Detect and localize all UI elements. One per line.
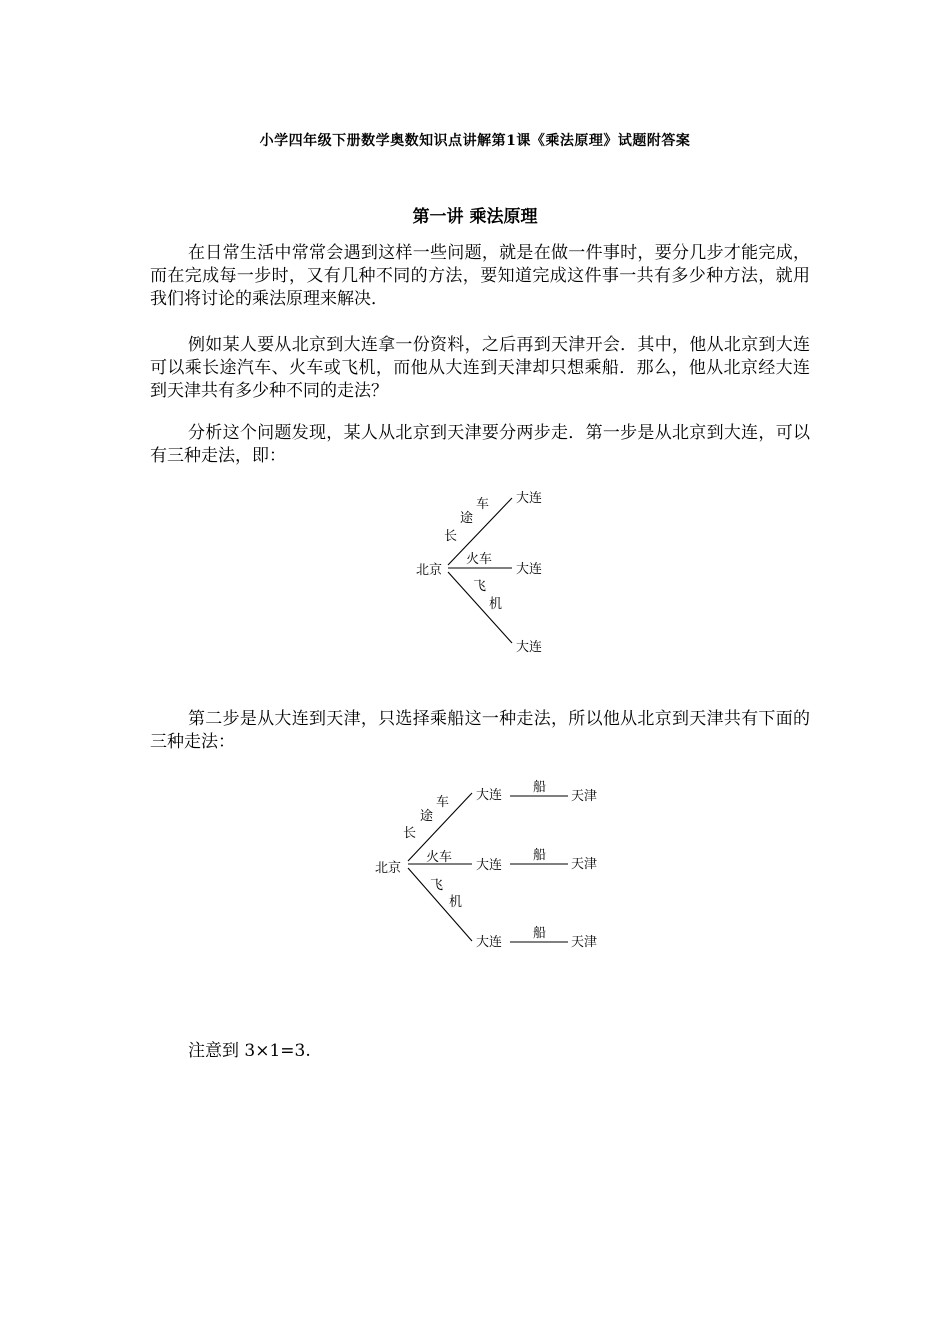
train-label: 火车 [466,552,493,567]
end-label: 天津 [571,935,598,950]
bus-label-char: 途 [460,511,474,526]
route-diagram-step2 [360,775,620,960]
mid-label: 大连 [476,788,503,803]
destination-label: 大连 [516,491,543,506]
train-label: 火车 [426,850,453,865]
origin-label: 北京 [375,861,402,876]
boat-label: 船 [533,848,547,863]
route-diagram-step1 [400,480,580,660]
boat-label: 船 [533,926,547,941]
plane-label-char: 机 [449,895,463,910]
mid-label: 大连 [476,935,503,950]
bus-label-char: 车 [476,497,490,512]
destination-label: 大连 [516,640,543,655]
mid-label: 大连 [476,858,503,873]
plane-label-char: 机 [489,597,503,612]
plane-label-char: 飞 [430,878,444,893]
bus-label-char: 途 [420,809,434,824]
bus-label-char: 车 [436,795,450,810]
boat-label: 船 [533,780,547,795]
end-label: 天津 [571,857,598,872]
origin-label: 北京 [416,563,443,578]
paragraph-example: 例如某人要从北京到大连拿一份资料，之后再到天津开会．其中，他从北京到大连可以乘长途汽车、火车或飞机，而他从大连到天津却只想乘船．那么，他从北京经大连到天津共有多少种不同的走法？ [150,335,810,401]
paragraph-step2: 第二步是从大连到天津，只选择乘船这一种走法，所以他从北京到天津共有下面的三种走法： [150,709,810,752]
paragraph-analysis: 分析这个问题发现，某人从北京到天津要分两步走．第一步是从北京到大连，可以有三种走法，即： [150,423,810,466]
destination-label: 大连 [516,562,543,577]
bus-label-char: 长 [403,826,417,841]
bus-label-char: 长 [444,529,458,544]
plane-label-char: 飞 [473,579,487,594]
paragraph-intro: 在日常生活中常常会遇到这样一些问题，就是在做一件事时，要分几步才能完成，而在完成每一步时，又有几种不同的方法，要知道完成这件事一共有多少种方法，就用我们将讨论的乘法原理来解决． [150,243,810,309]
document-title: 小学四年级下册数学奥数知识点讲解第1课《乘法原理》试题附答案 [259,133,691,149]
end-label: 天津 [571,789,598,804]
note-text: 注意到 3×1=3. [188,1041,311,1061]
lecture-title: 第一讲 乘法原理 [412,207,538,227]
